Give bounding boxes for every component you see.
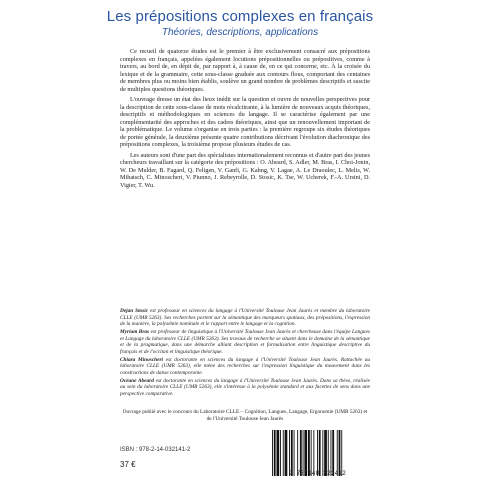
blurb-paragraph: L'ouvrage dresse un état des lieux inédit sur la question et ouvre de nouvelles perspectives pour la description de cette sous-classe de mots récalcitrante, à la lumière de nouveaux acquis théoriques, descriptifs et méthodologiques en sciences du langage. Il se caractérise également par une complémentarité des approches et des cadres théoriques, ainsi que un renouvellement important de la problématique. Le volume s'organise en trois parties : la première regroupe six études théoriques de portée générale, la deuxième présente quatre contributions décrivant l'évolution diachronique des prépositions complexes, la troisième propose plusieurs études de cas. — [120, 96, 370, 148]
book-title: Les prépositions complexes en français — [106, 8, 374, 25]
bio-text: est doctorante en sciences du langage à l'Université Toulouse Jean Jaurès. Rattachée au laboratoire CLLE (UMR 5263), elle mène des recherches sur l'expression linguistique du mouvement dans les constructions de danse contemporaine. — [120, 356, 371, 376]
blurb-paragraph: Les auteurs sont d'une part des spécialistes internationalement reconnus et d'autre part des jeunes chercheurs travaillant sur la catégorie des prépositions : O. Abeard, S. Adler, M. Bras, I. Choi-Jonin, W. De Mulder, B. Fagard, Q. Feltgen, V. Ganfi, G. Kahng, V. Lagae, A. Le Draoulec, L. Melis, W. Mihatsch, C. Minoscheri, V. Piunno, J. Rebeyrolle, D. Stosic, K. Tse, W. Ucherek, F.-A. Ursini, D. Vigier, T. Wu. — [120, 151, 370, 189]
blurb-paragraph: Ce recueil de quatorze études est le premier à être exclusivement consacré aux prépositions complexes en français, appelées également locutions prépositionnelles ou prépositives, comme à travers, au bord de, en dépit de, par rapport à, à cause de, en ce qui concerne, etc. À la croisée du lexique et de la grammaire, cette sous-classe graduée aux contours flous, comportant des centaines de membres plus ou moins bien établis, soulève un grand nombre de problèmes descriptifs et suscite de multiples questions théoriques. — [120, 48, 370, 93]
bio-entry — [120, 378, 370, 398]
bio-text: est professeur en sciences du langage à l'Université Toulouse Jean Jaurès et membre du laboratoire CLLE (UMR 5263). Ses recherches portent sur la sémantique des marqueurs spatiaux, des prépositions, l'expression de la manière, la polysémie nominale et le rapport entre le langage et la cognition. — [120, 308, 370, 327]
isbn: ISBN : 978-2-14-032141-2 — [120, 447, 191, 453]
bio-entry — [120, 357, 370, 377]
bio-name: Dejan Stosic — [120, 308, 149, 314]
bio-name: Chiara Minoscheri — [120, 356, 164, 363]
author-bios — [120, 308, 370, 399]
publication-note: Ouvrage publié avec le concours du Laboratoire CLLE – Cognition, Langues, Langage, Ergonomie (UMR 5263) et de l'Université Toulouse Jean Jaurès — [122, 409, 368, 422]
book-subtitle: Théories, descriptions, applications — [161, 27, 319, 38]
bio-entry — [120, 308, 370, 328]
barcode-number: 9 782140 321412 — [288, 470, 346, 477]
bio-name: Myriam Bras — [120, 329, 150, 335]
bio-entry — [120, 329, 370, 355]
price: 37 € — [120, 460, 136, 469]
bio-name: Océane Abeard — [120, 377, 154, 384]
bio-text: est doctorante en sciences du langage à l'Université Toulouse Jean Jaurès. Dans sa thèse, réalisée au sein du laboratoire CLLE (UMR 5263), elle s'intéresse à la polysémie standard et aux facettes de sens dans une perspective comparative. — [120, 377, 370, 397]
bio-text: est professeur de linguistique à l'Université Toulouse Jean Jaurès et chercheuse dans l'équipe Langues et Langage du laboratoire CLLE (UMR 5263). Ses travaux de recherche se situent dans le domaine de la sémantique et de la pragmatique, dans une démarche alliant description et formalisation entre linguistique descriptive du français et de l'occitan et linguistique théorique. — [120, 329, 370, 355]
blurb — [120, 48, 370, 192]
